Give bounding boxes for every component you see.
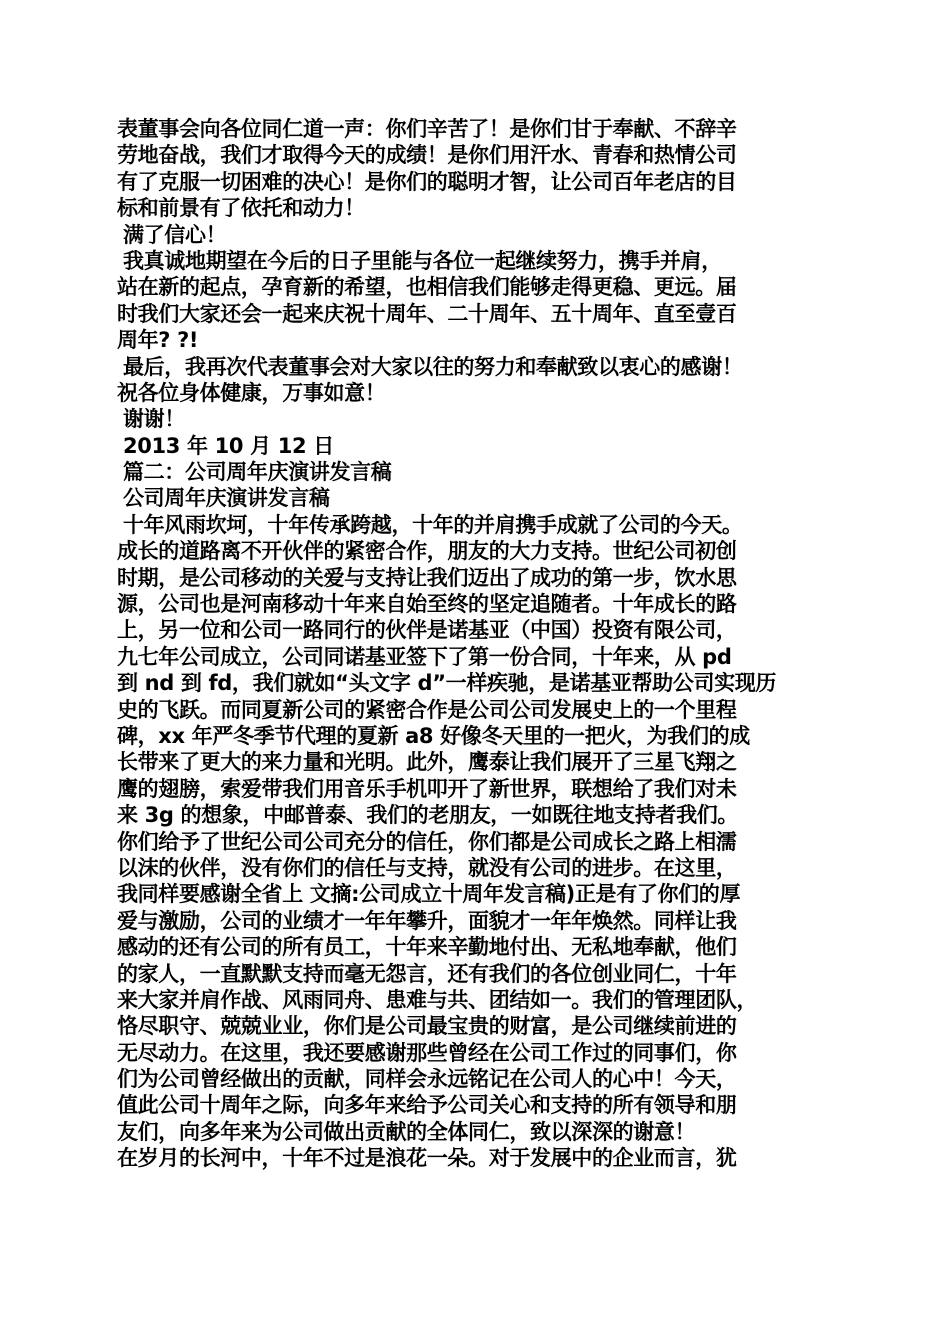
document-line: 谢谢！ <box>123 407 185 432</box>
document-line: 感动的还有公司的所有员工，十年来辛勤地付出、无私地奉献，他们 <box>117 935 737 960</box>
document-line: 祝各位身体健康，万事如意！ <box>117 380 386 405</box>
document-line: 上，另一位和公司一路同行的伙伴是诺基亚（中国）投资有限公司， <box>117 618 737 643</box>
document-line: 爱与激励，公司的业绩才一年年攀升，面貌才一年年焕然。同样让我 <box>117 908 737 933</box>
document-line: 无尽动力。在这里，我还要感谢那些曾经在公司工作过的同事们，你 <box>117 1040 737 1065</box>
document-line: 们为公司曾经做出的贡献，同样会永远铭记在公司人的心中！今天， <box>117 1067 737 1092</box>
document-line: 友们，向多年来为公司做出贡献的全体同仁，致以深深的谢意！ <box>117 1119 696 1144</box>
document-line: 站在新的起点，孕育新的希望，也相信我们能够走得更稳、更远。届 <box>117 275 737 300</box>
document-line: 源，公司也是河南移动十年来自始至终的坚定追随者。十年成长的路 <box>117 592 737 617</box>
document-line: 十年风雨坎坷，十年传承跨越，十年的并肩携手成就了公司的今天。 <box>123 512 743 537</box>
document-line: 你们给予了世纪公司公司充分的信任，你们都是公司成长之路上相濡 <box>117 829 737 854</box>
document-line: 篇二：公司周年庆演讲发言稿 <box>123 460 392 485</box>
document-line: 劳地奋战，我们才取得今天的成绩！是你们用汗水、青春和热情公司 <box>117 143 737 168</box>
document-line: 有了克服一切困难的决心！是你们的聪明才智，让公司百年老店的目 <box>117 169 737 194</box>
document-line: 以沫的伙伴，没有你们的信任与支持，就没有公司的进步。在这里， <box>117 855 737 880</box>
document-line: 来大家并肩作战、风雨同舟、患难与共、团结如一。我们的管理团队， <box>117 987 758 1012</box>
document-line: 周年? ?! <box>117 328 199 353</box>
document-line: 标和前景有了依托和动力！ <box>117 196 365 221</box>
document-line: 我同样要感谢全省上 文摘:公司成立十周年发言稿)正是有了你们的厚 <box>117 882 741 907</box>
document-line: 碑，xx 年严冬季节代理的夏新 a8 好像冬天里的一把火，为我们的成 <box>117 723 750 748</box>
document-line: 鹰的翅膀，索爱带我们用音乐手机叩开了新世界，联想给了我们对未 <box>117 776 737 801</box>
document-line: 到 nd 到 fd，我们就如“头文字 d”一样疾驰，是诺基亚帮助公司实现历 <box>117 671 777 696</box>
document-line: 时我们大家还会一起来庆祝十周年、二十周年、五十周年、直至壹百 <box>117 301 737 326</box>
document-line: 长带来了更大的来力量和光明。此外，鹰泰让我们展开了三星飞翔之 <box>117 750 737 775</box>
document-line: 成长的道路离不开伙伴的紧密合作，朋友的大力支持。世纪公司初创 <box>117 539 737 564</box>
document-line: 值此公司十周年之际，向多年来给予公司关心和支持的所有领导和朋 <box>117 1093 737 1118</box>
document-line: 我真诚地期望在今后的日子里能与各位一起继续努力，携手并肩， <box>123 248 722 273</box>
document-line: 2013 年 10 月 12 日 <box>123 433 334 458</box>
document-body <box>117 116 837 1172</box>
document-line: 公司周年庆演讲发言稿 <box>123 486 330 511</box>
document-line: 在岁月的长河中，十年不过是浪花一朵。对于发展中的企业而言，犹 <box>117 1146 737 1171</box>
document-line: 时期，是公司移动的关爱与支持让我们迈出了成功的第一步，饮水思 <box>117 565 737 590</box>
document-line: 表董事会向各位同仁道一声：你们辛苦了！是你们甘于奉献、不辞辛 <box>117 117 737 141</box>
document-line: 最后，我再次代表董事会对大家以往的努力和奉献致以衷心的感谢！ <box>123 354 743 379</box>
document-line: 九七年公司成立，公司同诺基亚签下了第一份合同，十年来，从 pd <box>117 644 732 669</box>
document-line: 史的飞跃。而同夏新公司的紧密合作是公司公司发展史上的一个里程 <box>117 697 737 722</box>
document-line: 恪尽职守、兢兢业业，你们是公司最宝贵的财富，是公司继续前进的 <box>117 1014 737 1039</box>
document-line: 满了信心！ <box>123 222 227 247</box>
document-line: 来 3g 的想象，中邮普泰、我们的老朋友，一如既往地支持者我们。 <box>117 803 739 828</box>
document-line: 的家人，一直默默支持而毫无怨言，还有我们的各位创业同仁，十年 <box>117 961 737 986</box>
